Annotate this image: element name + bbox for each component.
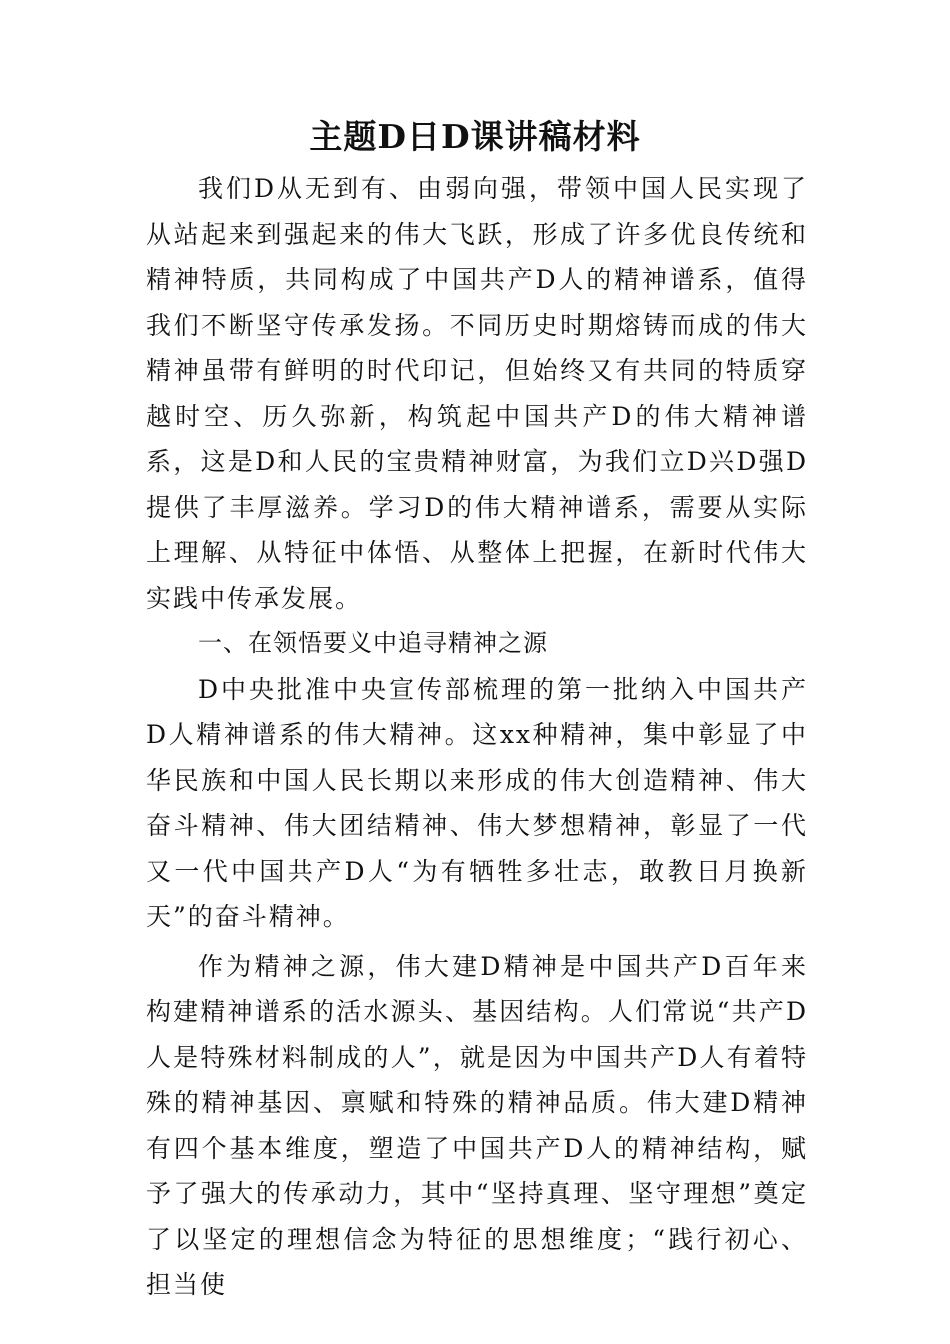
document-body	[146, 166, 808, 1308]
section-paragraph: 作为精神之源，伟大建D精神是中国共产D百年来构建精神谱系的活水源头、基因结构。人们常说“共产D人是特殊材料制成的人”，就是因为中国共产D人有着特殊的精神基因、禀赋和特殊的精神品质。伟大建D精神有四个基本维度，塑造了中国共产D人的精神结构，赋予了强大的传承动力，其中“坚持真理、坚守理想”奠定了以坚定的理想信念为特征的思想维度；“践行初心、担当使	[146, 951, 808, 1299]
section-paragraph: D中央批准中央宣传部梳理的第一批纳入中国共产D人精神谱系的伟大精神。这xx种精神，集中彰显了中华民族和中国人民长期以来形成的伟大创造精神、伟大奋斗精神、伟大团结精神、伟大梦想精神，彰显了一代又一代中国共产D人“为有牺牲多壮志，敢教日月换新天”的奋斗精神。	[146, 674, 808, 931]
document-title: 主题D日D课讲稿材料	[309, 117, 641, 156]
intro-paragraph: 我们D从无到有、由弱向强，带领中国人民实现了从站起来到强起来的伟大飞跃，形成了许多优良传统和精神特质，共同构成了中国共产D人的精神谱系，值得我们不断坚守传承发扬。不同历史时期熔铸而成的伟大精神虽带有鲜明的时代印记，但始终又有共同的特质穿越时空、历久弥新，构筑起中国共产D的伟大精神谱系，这是D和人民的宝贵精神财富，为我们立D兴D强D提供了丰厚滋养。学习D的伟大精神谱系，需要从实际上理解、从特征中体悟、从整体上把握，在新时代伟大实践中传承发展。	[146, 174, 808, 613]
section-heading: 一、在领悟要义中追寻精神之源	[198, 629, 548, 657]
